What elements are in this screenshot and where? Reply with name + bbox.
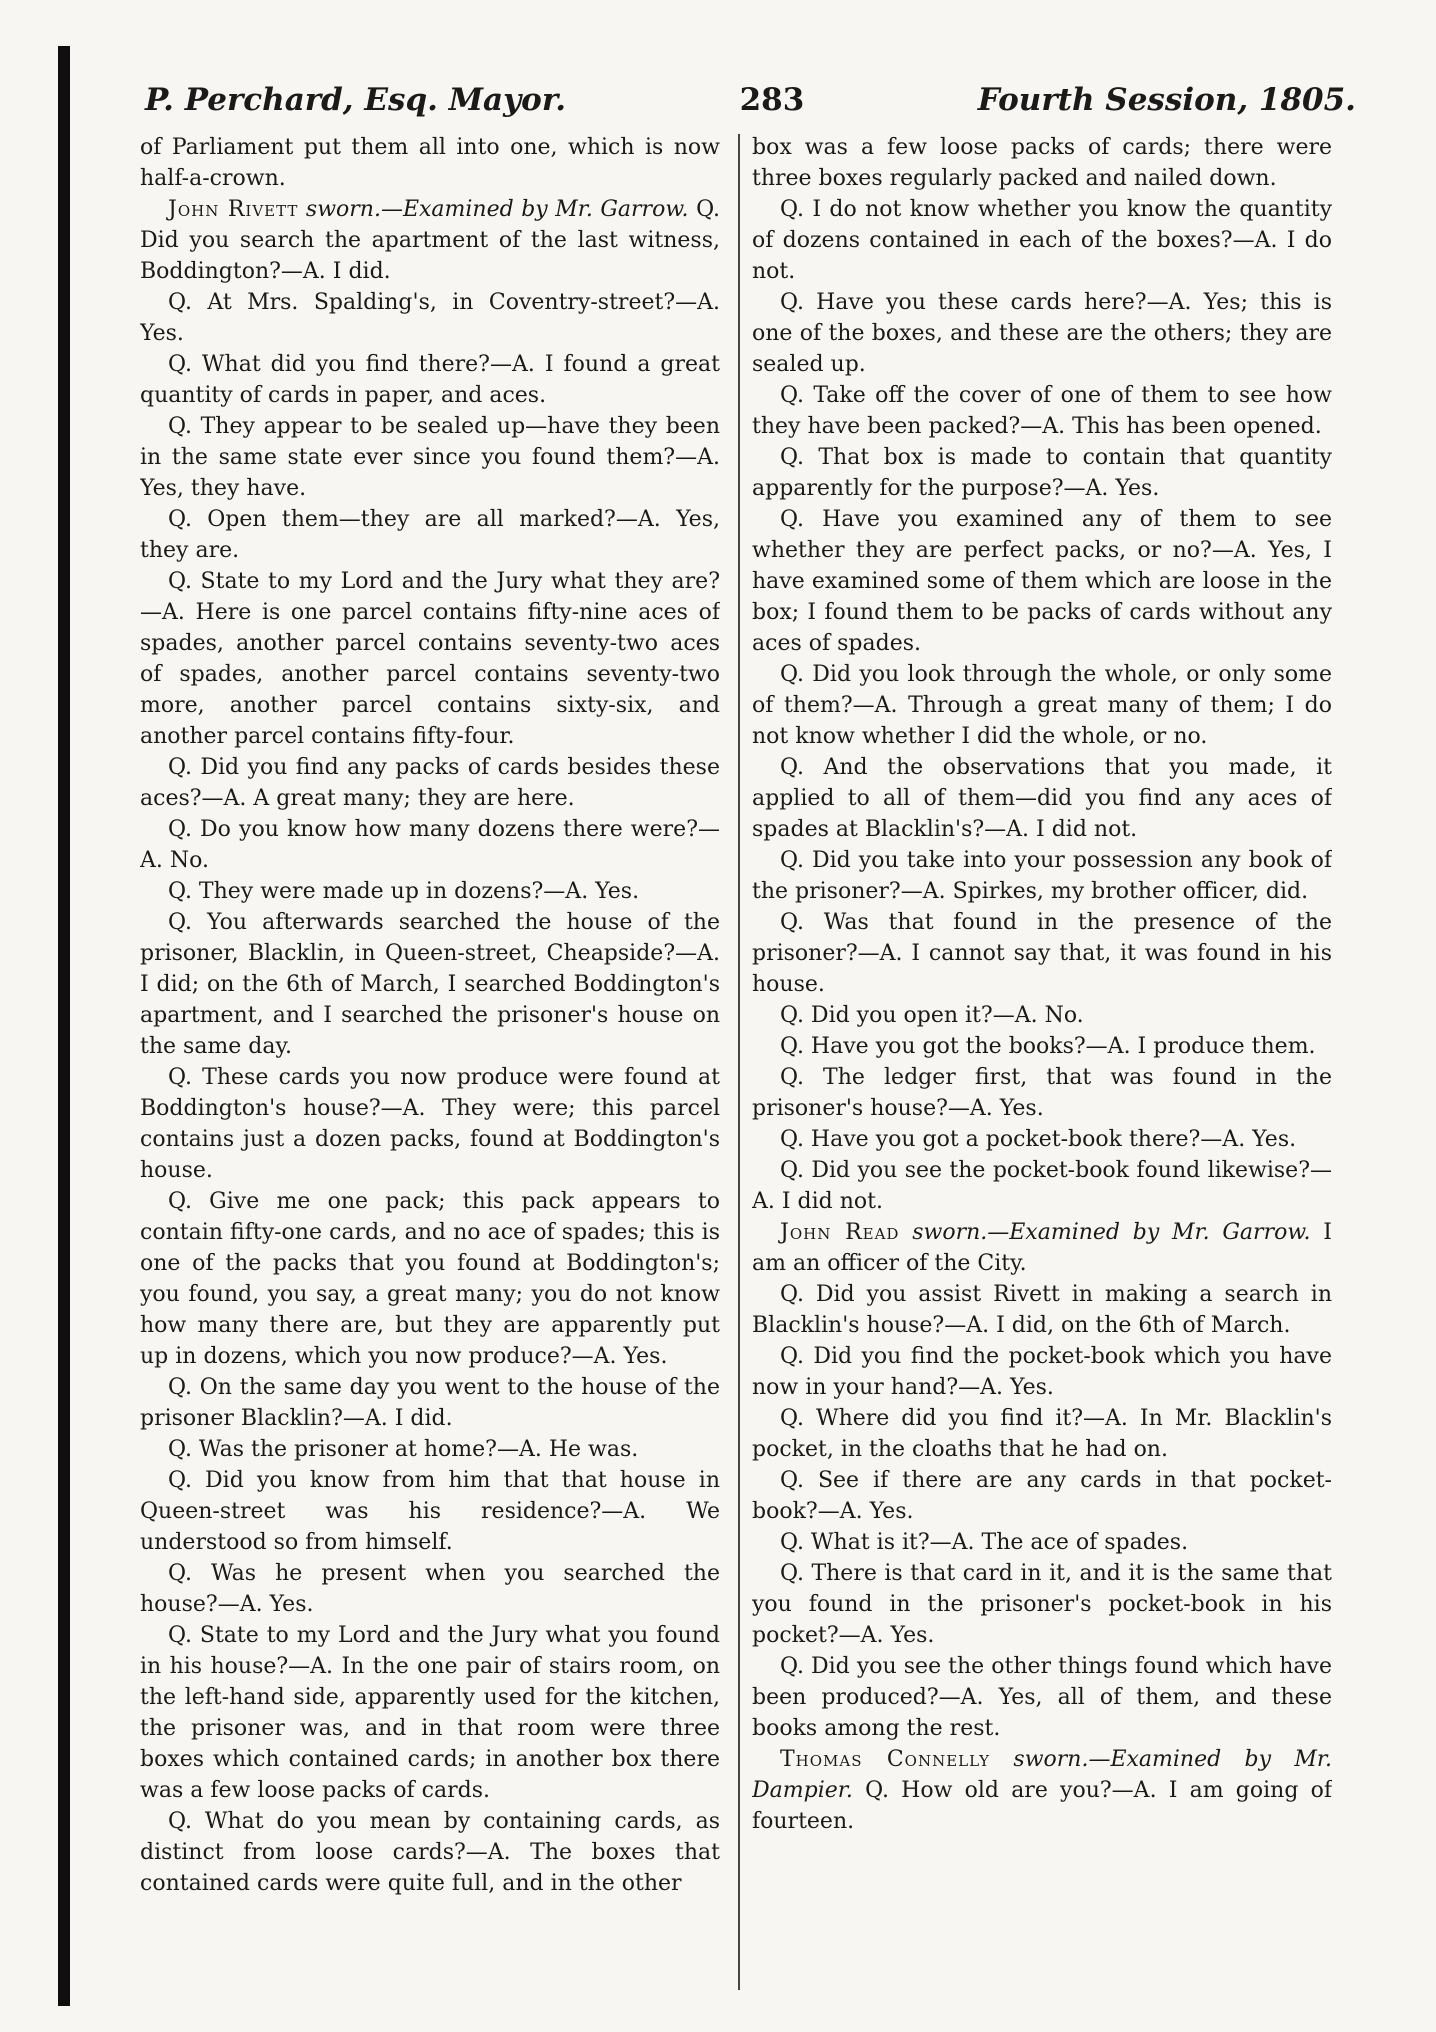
testimony-paragraph	[752, 1155, 1332, 1217]
paragraph-text: Q. Did you find any packs of cards besides these aces?—A. A great many; they are here.	[140, 755, 720, 811]
paragraph-text: Q. State to my Lord and the Jury what they are?—A. Here is one parcel contains fifty-nine aces of spades, another parcel contains seventy-two aces of spades, another parcel contains seventy-two more, another parcel contains sixty-six, and another parcel contains fifty-four.	[140, 569, 720, 749]
testimony-paragraph	[140, 814, 720, 876]
testimony-paragraph	[752, 1465, 1332, 1527]
paragraph-text: of Parliament put them all into one, which is now half-a-crown.	[140, 135, 720, 191]
testimony-paragraph	[140, 907, 720, 1062]
testimony-paragraph	[752, 1279, 1332, 1341]
witness-name: John Read	[780, 1220, 900, 1245]
paragraph-text: Q. On the same day you went to the house of the prisoner Blacklin?—A. I did.	[140, 1375, 720, 1431]
testimony-paragraph	[752, 1124, 1332, 1155]
paragraph-text: Q. Did you open it?—A. No.	[780, 1003, 1084, 1028]
paragraph-text: Q. What do you mean by containing cards, as distinct from loose cards?—A. The boxes that contained cards were quite full, and in the other	[140, 1809, 720, 1896]
testimony-paragraph	[752, 132, 1332, 194]
examination-note: sworn.—Examined by Mr. Garrow.	[305, 197, 689, 222]
testimony-paragraph	[140, 1806, 720, 1899]
testimony-paragraph	[140, 1434, 720, 1465]
paragraph-text: Q. The ledger first, that was found in the prisoner's house?—A. Yes.	[752, 1065, 1332, 1121]
testimony-paragraph	[140, 411, 720, 504]
paragraph-text: Q. Take off the cover of one of them to see how they have been packed?—A. This has been opened.	[752, 383, 1332, 439]
testimony-paragraph	[140, 1620, 720, 1806]
testimony-paragraph	[752, 287, 1332, 380]
paragraph-text: Q. Was that found in the presence of the prisoner?—A. I cannot say that, it was found in his house.	[752, 910, 1332, 997]
paragraph-text: Q. Did you look through the whole, or only some of them?—A. Through a great many of them; I do not know whether I did the whole, or no.	[752, 662, 1332, 749]
paragraph-text: Q. Did you find the pocket-book which you have now in your hand?—A. Yes.	[752, 1344, 1332, 1400]
paragraph-text: Q. How old are you?—A. I am going of fourteen.	[752, 1778, 1332, 1834]
paragraph-text: Q. Where did you find it?—A. In Mr. Blacklin's pocket, in the cloaths that he had on.	[752, 1406, 1332, 1462]
column-divider	[738, 134, 740, 1990]
paragraph-text: Q. Did you assist Rivett in making a search in Blacklin's house?—A. I did, on the 6th of March.	[752, 1282, 1332, 1338]
testimony-paragraph	[752, 504, 1332, 659]
paragraph-text: Q. And the observations that you made, it applied to all of them—did you find any aces of spades at Blacklin's?—A. I did not.	[752, 755, 1332, 842]
paragraph-text: Q. Did you see the other things found which have been produced?—A. Yes, all of them, and these books among the rest.	[752, 1654, 1332, 1741]
right-column	[752, 132, 1332, 1992]
header-mayor: P. Perchard, Esq. Mayor.	[145, 82, 567, 118]
witness-name: John Rivett	[168, 197, 299, 222]
testimony-paragraph	[752, 752, 1332, 845]
paragraph-text: Q. You afterwards searched the house of the prisoner, Blacklin, in Queen-street, Cheapside?—A. I did; on the 6th of March, I searched Boddington's apartment, and I searched the prisoner's house on the same day.	[140, 910, 720, 1059]
paragraph-text: Q. Have you examined any of them to see whether they are perfect packs, or no?—A. Yes, I have examined some of them which are loose in the box; I found them to be packs of cards without any aces of spades.	[752, 507, 1332, 656]
testimony-paragraph	[752, 1000, 1332, 1031]
paragraph-text: Q. Did you search the apartment of the last witness, Boddington?—A. I did.	[140, 197, 720, 284]
page-number: 283	[739, 82, 805, 118]
paragraph-text: Q. State to my Lord and the Jury what you found in his house?—A. In the one pair of stairs room, on the left-hand side, apparently used for the kitchen, the prisoner was, and in that room were three boxes which contained cards; in another box there was a few loose packs of cards.	[140, 1623, 720, 1803]
paragraph-text: Q. Did you know from him that that house in Queen-street was his residence?—A. We understood so from himself.	[140, 1468, 720, 1555]
testimony-paragraph	[752, 194, 1332, 287]
testimony-paragraph	[752, 1558, 1332, 1651]
paragraph-text: Q. Have you got a pocket-book there?—A. Yes.	[780, 1127, 1297, 1152]
testimony-paragraph	[752, 1744, 1332, 1837]
paragraph-text: Q. Was the prisoner at home?—A. He was.	[168, 1437, 639, 1462]
testimony-paragraph	[140, 1558, 720, 1620]
paragraph-text: I am an officer of the City.	[752, 1220, 1332, 1276]
witness-name: Thomas Connelly	[780, 1747, 991, 1772]
testimony-paragraph	[752, 907, 1332, 1000]
paragraph-text: Q. Give me one pack; this pack appears to contain fifty-one cards, and no ace of spades; this is one of the packs that you found at Boddington's; you found, you say, a great many; you do not know how many there are, but they are apparently put up in dozens, which you now produce?—A. Yes.	[140, 1189, 720, 1369]
examination-note: sworn.—Examined by Mr. Dampier.	[752, 1747, 1332, 1803]
page-binding-edge	[58, 46, 70, 2006]
paragraph-text: Q. Open them—they are all marked?—A. Yes, they are.	[140, 507, 720, 563]
testimony-paragraph	[140, 132, 720, 194]
paragraph-text: Q. Did you take into your possession any book of the prisoner?—A. Spirkes, my brother officer, did.	[752, 848, 1332, 904]
paragraph-text: Q. Did you see the pocket-book found likewise?—A. I did not.	[752, 1158, 1332, 1214]
paragraph-text: Q. They appear to be sealed up—have they been in the same state ever since you found them?—A. Yes, they have.	[140, 414, 720, 501]
paragraph-text: Q. They were made up in dozens?—A. Yes.	[168, 879, 640, 904]
testimony-paragraph	[752, 1651, 1332, 1744]
testimony-paragraph	[752, 1062, 1332, 1124]
testimony-paragraph	[752, 1217, 1332, 1279]
testimony-paragraph	[752, 845, 1332, 907]
paragraph-text: Q. See if there are any cards in that pocket-book?—A. Yes.	[752, 1468, 1332, 1524]
testimony-paragraph	[140, 349, 720, 411]
testimony-paragraph	[140, 752, 720, 814]
paragraph-text: Q. I do not know whether you know the quantity of dozens contained in each of the boxes?—A. I do not.	[752, 197, 1332, 284]
examination-note: sworn.—Examined by Mr. Garrow.	[912, 1220, 1311, 1245]
paragraph-text: Q. There is that card in it, and it is the same that you found in the prisoner's pocket-book in his pocket?—A. Yes.	[752, 1561, 1332, 1648]
testimony-paragraph	[752, 1031, 1332, 1062]
testimony-paragraph	[140, 876, 720, 907]
testimony-paragraph	[752, 1403, 1332, 1465]
testimony-paragraph	[140, 1186, 720, 1372]
header-session: Fourth Session, 1805.	[977, 82, 1356, 118]
paragraph-text: Q. Have you these cards here?—A. Yes; this is one of the boxes, and these are the others; they are sealed up.	[752, 290, 1332, 377]
testimony-paragraph	[752, 380, 1332, 442]
left-column	[140, 132, 720, 1992]
paragraph-text: Q. What did you find there?—A. I found a great quantity of cards in paper, and aces.	[140, 352, 720, 408]
testimony-paragraph	[140, 194, 720, 287]
testimony-paragraph	[140, 287, 720, 349]
testimony-paragraph	[140, 566, 720, 752]
paragraph-text: Q. What is it?—A. The ace of spades.	[780, 1530, 1189, 1555]
testimony-paragraph	[752, 659, 1332, 752]
testimony-paragraph	[752, 1341, 1332, 1403]
paragraph-text: Q. That box is made to contain that quantity apparently for the purpose?—A. Yes.	[752, 445, 1332, 501]
paragraph-text: Q. Do you know how many dozens there were?—A. No.	[140, 817, 720, 873]
testimony-paragraph	[140, 1062, 720, 1186]
testimony-paragraph	[140, 504, 720, 566]
paragraph-text: Q. Have you got the books?—A. I produce them.	[780, 1034, 1316, 1059]
paragraph-text: Q. At Mrs. Spalding's, in Coventry-street?—A. Yes.	[140, 290, 720, 346]
testimony-paragraph	[140, 1372, 720, 1434]
running-header	[145, 82, 1356, 134]
testimony-paragraph	[752, 442, 1332, 504]
paragraph-text: box was a few loose packs of cards; there were three boxes regularly packed and nailed down.	[752, 135, 1332, 191]
paragraph-text: Q. Was he present when you searched the house?—A. Yes.	[140, 1561, 720, 1617]
testimony-paragraph	[752, 1527, 1332, 1558]
paragraph-text: Q. These cards you now produce were found at Boddington's house?—A. They were; this parcel contains just a dozen packs, found at Boddington's house.	[140, 1065, 720, 1183]
testimony-paragraph	[140, 1465, 720, 1558]
